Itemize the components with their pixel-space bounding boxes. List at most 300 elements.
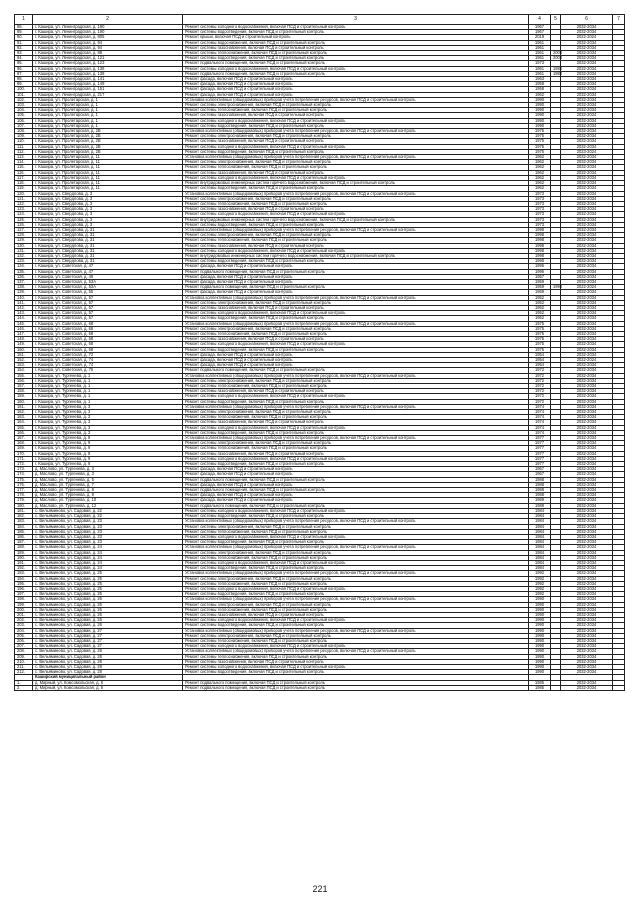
row-number-cell: 93. (15, 51, 33, 56)
build-year-cell: 1990 (529, 597, 551, 602)
address-cell: г. Кашира, ул. Пролетарская, д. 11 (33, 155, 183, 160)
row-number-cell: 185. (15, 529, 33, 534)
build-year-cell: 1990 (529, 118, 551, 123)
row-number-cell: 178. (15, 493, 33, 498)
address-cell: г. Кашира, ул. Пролетарская, д. 2В (33, 129, 183, 134)
address-cell: г. Кашира, ул. Пролетарская, д. 2В (33, 139, 183, 144)
row-number-cell: 203. (15, 623, 33, 628)
period-cell: 2022-2024 (561, 358, 613, 363)
work-type-cell: Ремонт системы водоотведения, включая ПСД и строительный контроль (183, 514, 529, 519)
build-year-cell: 1962 (529, 155, 551, 160)
work-type-cell: Ремонт системы холодного водоснабжения, включая ПСД и строительный контроль (183, 586, 529, 591)
address-cell: с. Вельяминово, ул. Садовая, д. 27 (33, 628, 183, 633)
work-type-cell: Ремонт системы электроснабжения, включая ПСД и строительный контроль (183, 441, 529, 446)
build-year-cell: 1975 (529, 342, 551, 347)
row-number-cell: 154. (15, 368, 33, 373)
address-cell: г. Кашира, ул. Тургенева, д. 3 (33, 430, 183, 435)
row-number-cell: 159. (15, 394, 33, 399)
work-type-cell: Ремонт системы теплоснабжения, включая ПСД и строительный контроль (183, 529, 529, 534)
address-cell: д. Маслово, ул. Тургенева, д. 3 (33, 472, 183, 477)
period-cell: 2032-2034 (561, 71, 613, 76)
build-year-cell: 1992 (529, 586, 551, 591)
address-cell: г. Кашира, ул. Пролетарская, д. 11 (33, 175, 183, 180)
work-type-cell: Ремонт системы водоотведения, включая ПСД и строительный контроль (183, 670, 529, 675)
period-cell: 2032-2034 (561, 40, 613, 45)
work-type-cell: Ремонт системы теплоснабжения, включая ПСД и строительный контроль (183, 607, 529, 612)
address-cell: г. Кашира, ул. Тургенева, д. 9 (33, 446, 183, 451)
work-type-cell: Ремонт системы холодного водоснабжения, включая ПСД и строительный контроль (183, 66, 529, 71)
address-cell: с. Вельяминово, ул. Садовая, д. 26 (33, 602, 183, 607)
row-number-cell: 167. (15, 436, 33, 441)
build-year-cell: 1977 (529, 451, 551, 456)
row-number-cell: 206. (15, 638, 33, 643)
build-year-cell: 1984 (529, 566, 551, 571)
period-cell: 2032-2034 (561, 295, 613, 300)
address-cell: г. Кашира, ул. Советская, д. 47 (33, 264, 183, 269)
row-number-cell: 171. (15, 456, 33, 461)
row-number-cell: 176. (15, 482, 33, 487)
row-number-cell: 204. (15, 628, 33, 633)
address-cell: д. Мирный, ул. Комсомольская, д. 6 (33, 680, 183, 685)
address-cell: с. Вельяминово, ул. Садовая, д. 22 (33, 514, 183, 519)
period-cell: 2032-2034 (561, 456, 613, 461)
period-cell: 2032-2034 (561, 321, 613, 326)
period-cell: 2032-2034 (561, 415, 613, 420)
address-cell: г. Кашира, ул. Тургенева, д. 1 (33, 373, 183, 378)
period-cell: 2032-2034 (561, 352, 613, 357)
address-cell: с. Вельяминово, ул. Садовая, д. 26 (33, 623, 183, 628)
period-cell: 2032-2034 (561, 134, 613, 139)
work-type-cell: Установка коллективных (общедомовых) приборов учета потребления ресурсов, включая ПСД и строительный контроль (183, 628, 529, 633)
work-type-cell: Ремонт системы водоотведения, включая ПСД и строительный контроль (183, 399, 529, 404)
work-type-cell: Ремонт системы холодного водоснабжения, включая ПСД и строительный контроль (183, 212, 529, 217)
address-cell: г. Кашира, ул. Ленинградская, д. 190 (33, 25, 183, 30)
build-year-cell: 1962 (529, 170, 551, 175)
address-cell: г. Кашира, ул. Свердлова, д. 31 (33, 253, 183, 258)
build-year-cell: 1952 (529, 300, 551, 305)
address-cell: г. Кашира, ул. Ленинградская, д. 141 (33, 77, 183, 82)
period-cell: 2022-2024 (561, 35, 613, 40)
row-number-cell: 128. (15, 233, 33, 238)
period-cell: 2032-2034 (561, 108, 613, 113)
overhaul-year-cell: 1980 (551, 71, 561, 76)
address-cell: г. Кашира, ул. Ленинградская, д. 190 (33, 30, 183, 35)
row-number-cell: 100. (15, 87, 33, 92)
build-year-cell: 1977 (529, 436, 551, 441)
address-cell: г. Кашира, ул. Советская, д. 68 (33, 326, 183, 331)
address-cell: с. Вельяминово, ул. Садовая, д. 23 (33, 540, 183, 545)
build-year-cell: 1974 (529, 404, 551, 409)
work-type-cell: Ремонт фасада, включая ПСД и строительный контроль (183, 482, 529, 487)
build-year-cell: 1996 (529, 264, 551, 269)
build-year-cell: 1952 (529, 295, 551, 300)
address-cell: г. Кашира, ул. Пролетарская, д. 11 (33, 186, 183, 191)
address-cell: с. Вельяминово, ул. Садовая, д. 24 (33, 555, 183, 560)
address-cell: г. Кашира, ул. Советская, д. 57 (33, 316, 183, 321)
address-cell: с. Вельяминово, ул. Садовая, д. 24 (33, 560, 183, 565)
overhaul-year-cell: 2008 (551, 56, 561, 61)
work-type-cell: Ремонт подвального помещения, включая ПСД и строительный контроль (183, 680, 529, 685)
build-year-cell: 1998 (529, 259, 551, 264)
work-type-cell: Ремонт системы электроснабжения, включая ПСД и строительный контроль (183, 134, 529, 139)
build-year-cell: 1957 (529, 274, 551, 279)
build-year-cell: 1959 (529, 285, 551, 290)
build-year-cell: 1962 (529, 92, 551, 97)
build-year-cell: 1975 (529, 337, 551, 342)
work-type-cell: Ремонт фасада, включая ПСД и строительный контроль (183, 92, 529, 97)
row-number-cell: 117. (15, 175, 33, 180)
build-year-cell: 1984 (529, 555, 551, 560)
build-year-cell: 2019 (529, 35, 551, 40)
period-cell: 2032-2034 (561, 113, 613, 118)
period-cell: 2032-2034 (561, 529, 613, 534)
period-cell: 2032-2034 (561, 560, 613, 565)
period-cell: 2032-2034 (561, 493, 613, 498)
period-cell: 2032-2034 (561, 51, 613, 56)
period-cell: 2032-2034 (561, 586, 613, 591)
address-cell: с. Вельяминово, ул. Садовая, д. 28 (33, 654, 183, 659)
row-number-cell: 163. (15, 415, 33, 420)
row-number-cell: 91. (15, 40, 33, 45)
build-year-cell: 1990 (529, 644, 551, 649)
address-cell: г. Кашира, ул. Свердлова, д. 31 (33, 248, 183, 253)
period-cell: 2032-2034 (561, 212, 613, 217)
work-type-cell: Ремонт системы холодного водоснабжения, включая ПСД и строительный контроль (183, 248, 529, 253)
work-type-cell: Ремонт системы холодного водоснабжения, включая ПСД и строительный контроль (183, 425, 529, 430)
period-cell: 2032-2034 (561, 602, 613, 607)
row-number-cell: 152. (15, 358, 33, 363)
build-year-cell: 1973 (529, 207, 551, 212)
build-year-cell: 1963 (529, 77, 551, 82)
period-cell: 2032-2034 (561, 664, 613, 669)
row-number-cell: 174. (15, 472, 33, 477)
address-cell: г. Кашира, ул. Тургенева, д. 3 (33, 410, 183, 415)
build-year-cell: 1990 (529, 108, 551, 113)
work-type-cell: Ремонт системы холодного водоснабжения, включая ПСД и строительный контроль (183, 175, 529, 180)
build-year-cell: 1973 (529, 217, 551, 222)
build-year-cell: 1992 (529, 571, 551, 576)
row-number-cell: 181. (15, 508, 33, 513)
work-type-cell: Ремонт системы газоснабжения, включая ПСД и строительный контроль (183, 305, 529, 310)
address-cell: г. Кашира, ул. Пролетарская, д. 11 (33, 165, 183, 170)
build-year-cell: 1959 (529, 279, 551, 284)
address-cell: г. Кашира, ул. Советская, д. 72 (33, 352, 183, 357)
address-cell: г. Кашира, ул. Советская, д. 68 (33, 331, 183, 336)
work-type-cell: Ремонт системы теплоснабжения, включая ПСД и строительный контроль (183, 638, 529, 643)
work-type-cell: Ремонт системы холодного водоснабжения, включая ПСД и строительный контроль (183, 618, 529, 623)
build-year-cell: 1984 (529, 524, 551, 529)
build-year-cell: 1958 (529, 82, 551, 87)
row-number-cell: 107. (15, 123, 33, 128)
row-number-cell: 94. (15, 56, 33, 61)
address-cell: г. Кашира, ул. Ленинградская, д. 138 (33, 66, 183, 71)
address-cell: г. Кашира, ул. Пролетарская, д. 1 (33, 118, 183, 123)
build-year-cell: 1990 (529, 123, 551, 128)
build-year-cell: 1988 (529, 493, 551, 498)
build-year-cell: 1989 (529, 503, 551, 508)
address-cell: г. Кашира, ул. Тургенева, д. 1 (33, 384, 183, 389)
period-cell: 2032-2034 (561, 628, 613, 633)
build-year-cell: 1974 (529, 430, 551, 435)
build-year-cell: 1992 (529, 581, 551, 586)
row-number-cell: 187. (15, 540, 33, 545)
period-cell: 2032-2034 (561, 129, 613, 134)
address-cell: г. Кашира, ул. Советская, д. 57 (33, 300, 183, 305)
build-year-cell: 1998 (529, 227, 551, 232)
work-type-cell: Ремонт системы газоснабжения, включая ПСД и строительный контроль (183, 170, 529, 175)
address-cell: д. Мирный, ул. Комсомольская, д. 6 (33, 685, 183, 690)
build-year-cell: 1990 (529, 103, 551, 108)
work-type-cell: Ремонт системы холодного водоснабжения, включая ПСД и строительный контроль (183, 394, 529, 399)
row-number-cell: 126. (15, 222, 33, 227)
row-number-cell: 157. (15, 384, 33, 389)
address-cell: г. Кашира, ул. Свердлова, д. 3 (33, 222, 183, 227)
col-header-1: 1 (15, 15, 33, 25)
address-cell: с. Вельяминово, ул. Садовая, д. 24 (33, 566, 183, 571)
col-header-5: 5 (551, 15, 561, 25)
build-year-cell: 1990 (529, 612, 551, 617)
work-type-cell: Ремонт системы холодного водоснабжения, включая ПСД и строительный контроль (183, 311, 529, 316)
address-cell: г. Кашира, ул. Советская, д. 68 (33, 321, 183, 326)
period-cell: 2032-2034 (561, 680, 613, 685)
build-year-cell: 1984 (529, 508, 551, 513)
row-number-cell: 211. (15, 664, 33, 669)
address-cell: г. Кашира, ул. Ленинградская, д. 151 (33, 87, 183, 92)
period-cell: 2032-2034 (561, 592, 613, 597)
row-number-cell: 104. (15, 108, 33, 113)
row-number-cell: 186. (15, 534, 33, 539)
address-cell: г. Кашира, ул. Ленинградская, д. 149 (33, 82, 183, 87)
work-type-cell: Ремонт подвального помещения, включая ПСД и строительный контроль (183, 685, 529, 690)
work-type-cell: Ремонт подвального помещения, включая ПСД и строительный контроль (183, 477, 529, 482)
address-cell: с. Вельяминово, ул. Садовая, д. 27 (33, 638, 183, 643)
page-number: 221 (312, 884, 328, 894)
row-number-cell: 123. (15, 207, 33, 212)
work-type-cell: Ремонт системы газоснабжения, включая ПСД и строительный контроль (183, 207, 529, 212)
row-number-cell: 160. (15, 399, 33, 404)
work-type-cell: Ремонт подвального помещения, включая ПСД и строительный контроль (183, 368, 529, 373)
row-number-cell: 191. (15, 560, 33, 565)
address-cell: г. Кашира, ул. Тургенева, д. 3 (33, 425, 183, 430)
build-year-cell: 1973 (529, 191, 551, 196)
period-cell: 2032-2034 (561, 498, 613, 503)
period-cell: 2032-2034 (561, 103, 613, 108)
period-cell: 2032-2034 (561, 441, 613, 446)
build-year-cell: 1992 (529, 576, 551, 581)
row-number-cell: 166. (15, 430, 33, 435)
work-type-cell: Установка коллективных (общедомовых) приборов учета потребления ресурсов, включая ПСД и строительный контроль (183, 191, 529, 196)
build-year-cell: 1984 (529, 550, 551, 555)
address-cell: г. Кашира, ул. Свердлова, д. 31 (33, 238, 183, 243)
period-cell: 2032-2034 (561, 534, 613, 539)
build-year-cell: 1977 (529, 456, 551, 461)
build-year-cell: 1975 (529, 134, 551, 139)
build-year-cell: 1954 (529, 358, 551, 363)
row-number-cell: 136. (15, 274, 33, 279)
document-page (14, 14, 624, 879)
work-type-cell: Ремонт фасада, включая ПСД и строительный контроль (183, 264, 529, 269)
address-cell: г. Кашира, ул. Тургенева, д. 1 (33, 378, 183, 383)
period-cell: 2032-2034 (561, 519, 613, 524)
row-number-cell: 114. (15, 160, 33, 165)
work-type-cell: Ремонт системы водоотведения, включая ПСД и строительный контроль (183, 430, 529, 435)
address-cell: г. Кашира, ул. Тургенева, д. 9 (33, 436, 183, 441)
build-year-cell: 1962 (529, 160, 551, 165)
period-cell: 2032-2034 (561, 186, 613, 191)
period-cell: 2032-2034 (561, 82, 613, 87)
period-cell: 2032-2034 (561, 175, 613, 180)
build-year-cell: 1961 (529, 45, 551, 50)
overhaul-year-cell: 1980 (551, 66, 561, 71)
row-number-cell: 189. (15, 550, 33, 555)
period-cell: 2032-2034 (561, 394, 613, 399)
period-cell: 2032-2034 (561, 638, 613, 643)
address-cell: д. Маслово, ул. Тургенева, д. 12 (33, 503, 183, 508)
address-cell: г. Кашира, ул. Свердлова, д. 3 (33, 212, 183, 217)
address-cell: г. Кашира, ул. Тургенева, д. 9 (33, 456, 183, 461)
build-year-cell: 1972 (529, 384, 551, 389)
work-type-cell: Установка коллективных (общедомовых) приборов учета потребления ресурсов, включая ПСД и строительный контроль (183, 649, 529, 654)
period-cell: 2032-2034 (561, 300, 613, 305)
work-type-cell: Ремонт системы электроснабжения, включая ПСД и строительный контроль (183, 103, 529, 108)
build-year-cell: 1973 (529, 61, 551, 66)
row-number-cell: 96. (15, 66, 33, 71)
row-number-cell: 158. (15, 389, 33, 394)
row-number-cell: 120. (15, 191, 33, 196)
period-cell: 2022-2024 (561, 285, 613, 290)
period-cell: 2032-2034 (561, 618, 613, 623)
address-cell: г. Кашира, ул. Ленинградская, д. 217 (33, 92, 183, 97)
build-year-cell: 1988 (529, 477, 551, 482)
address-cell: г. Кашира, ул. Ленинградская, д. 98 (33, 51, 183, 56)
build-year-cell: 1967 (529, 30, 551, 35)
address-cell: г. Кашира, ул. Тургенева, д. 3 (33, 415, 183, 420)
row-number-cell: 95. (15, 61, 33, 66)
work-type-cell: Установка коллективных (общедомовых) приборов учета потребления ресурсов, включая ПСД и строительный контроль (183, 295, 529, 300)
address-cell: г. Кашира, ул. Пролетарская, д. 11 (33, 160, 183, 165)
period-cell: 2032-2034 (561, 410, 613, 415)
row-number-cell: 131. (15, 248, 33, 253)
row-number-cell: 112. (15, 149, 33, 154)
build-year-cell: 1975 (529, 139, 551, 144)
row-number-cell: 142. (15, 305, 33, 310)
period-cell: 2032-2034 (561, 66, 613, 71)
period-cell: 2032-2034 (561, 644, 613, 649)
address-cell: г. Кашира, ул. Советская, д. 55 (33, 290, 183, 295)
work-type-cell: Ремонт системы электроснабжения, включая ПСД и строительный контроль (183, 410, 529, 415)
work-type-cell: Ремонт системы электроснабжения, включая ПСД и строительный контроль (183, 633, 529, 638)
row-number-cell: 124. (15, 212, 33, 217)
period-cell: 2032-2034 (561, 399, 613, 404)
row-number-cell: 130. (15, 243, 33, 248)
row-number-cell: 202. (15, 618, 33, 623)
row-number-cell: 161. (15, 404, 33, 409)
work-type-cell: Ремонт системы водоотведения, включая ПСД и строительный контроль (183, 30, 529, 35)
row-number-cell: 132. (15, 253, 33, 258)
period-cell: 2032-2034 (561, 77, 613, 82)
row-number-cell: 207. (15, 644, 33, 649)
build-year-cell: 1958 (529, 87, 551, 92)
row-number-cell: 149. (15, 342, 33, 347)
row-number-cell: 155. (15, 373, 33, 378)
address-cell: с. Вельяминово, ул. Садовая, д. 24 (33, 545, 183, 550)
period-cell: 2032-2034 (561, 227, 613, 232)
build-year-cell: 1974 (529, 415, 551, 420)
row-number-cell: 194. (15, 576, 33, 581)
period-cell: 2032-2034 (561, 25, 613, 30)
work-type-cell: Ремонт системы холодного водоснабжения, включая ПСД и строительный контроль (183, 25, 529, 30)
period-cell: 2032-2034 (561, 337, 613, 342)
row-number-cell: 183. (15, 519, 33, 524)
address-cell: г. Кашира, ул. Пролетарская, д. 1 (33, 103, 183, 108)
period-cell: 2032-2034 (561, 404, 613, 409)
period-cell: 2032-2034 (561, 139, 613, 144)
table-row (15, 685, 625, 690)
work-type-cell: Ремонт системы водоотведения, включая ПСД и строительный контроль (183, 623, 529, 628)
address-cell: г. Кашира, ул. Ленинградская, д. 94 (33, 45, 183, 50)
work-type-cell: Ремонт фасада, включая ПСД и строительный контроль (183, 467, 529, 472)
row-number-cell: 193. (15, 571, 33, 576)
address-cell: с. Вельяминово, ул. Садовая, д. 24 (33, 550, 183, 555)
row-number-cell: 150. (15, 347, 33, 352)
build-year-cell: 1996 (529, 269, 551, 274)
period-cell: 2032-2034 (561, 181, 613, 186)
build-year-cell: 1975 (529, 331, 551, 336)
row-number-cell: 198. (15, 597, 33, 602)
address-cell: г. Кашира, ул. Тургенева, д. 9 (33, 441, 183, 446)
build-year-cell: 1962 (529, 175, 551, 180)
period-cell: 2032-2034 (561, 326, 613, 331)
work-type-cell: Ремонт системы холодного водоснабжения, включая ПСД и строительный контроль (183, 342, 529, 347)
work-type-cell: Установка коллективных (общедомовых) приборов учета потребления ресурсов, включая ПСД и строительный контроль (183, 404, 529, 409)
period-cell: 2032-2034 (561, 550, 613, 555)
address-cell: г. Кашира, ул. Советская, д. 49 (33, 274, 183, 279)
row-number-cell: 99. (15, 82, 33, 87)
work-type-cell: Ремонт внутридомовых инженерных систем горячего водоснабжения, включая ПСД и строительный контроль (183, 253, 529, 258)
row-number-cell: 98. (15, 77, 33, 82)
period-cell: 2032-2034 (561, 685, 613, 690)
build-year-cell: 1988 (529, 488, 551, 493)
period-cell: 2032-2034 (561, 649, 613, 654)
address-cell: г. Кашира, ул. Свердлова, д. 31 (33, 243, 183, 248)
build-year-cell: 1990 (529, 607, 551, 612)
period-cell: 2032-2034 (561, 207, 613, 212)
address-cell: г. Кашира, ул. Советская, д. 74 (33, 363, 183, 368)
build-year-cell: 1973 (529, 222, 551, 227)
work-type-cell: Установка коллективных (общедомовых) приборов учета потребления ресурсов, включая ПСД и строительный контроль (183, 373, 529, 378)
period-cell: 2032-2034 (561, 347, 613, 352)
row-number-cell: 113. (15, 155, 33, 160)
build-year-cell: 1975 (529, 144, 551, 149)
period-cell: 2032-2034 (561, 155, 613, 160)
period-cell: 2032-2034 (561, 45, 613, 50)
period-cell: 2032-2034 (561, 305, 613, 310)
work-type-cell: Ремонт фасада, включая ПСД и строительный контроль (183, 290, 529, 295)
row-number-cell: 116. (15, 170, 33, 175)
row-number-cell: 172. (15, 462, 33, 467)
row-number-cell: 156. (15, 378, 33, 383)
build-year-cell: 1989 (529, 498, 551, 503)
extra-cell (613, 685, 625, 690)
row-number-cell: 138. (15, 285, 33, 290)
build-year-cell: 1974 (529, 420, 551, 425)
work-type-cell: Ремонт подвального помещения, включая ПСД и строительный контроль (183, 71, 529, 76)
build-year-cell: 1952 (529, 316, 551, 321)
work-type-cell: Ремонт системы холодного водоснабжения, включая ПСД и строительный контроль (183, 118, 529, 123)
period-cell: 2032-2034 (561, 56, 613, 61)
period-cell: 2032-2034 (561, 508, 613, 513)
build-year-cell: 1972 (529, 368, 551, 373)
